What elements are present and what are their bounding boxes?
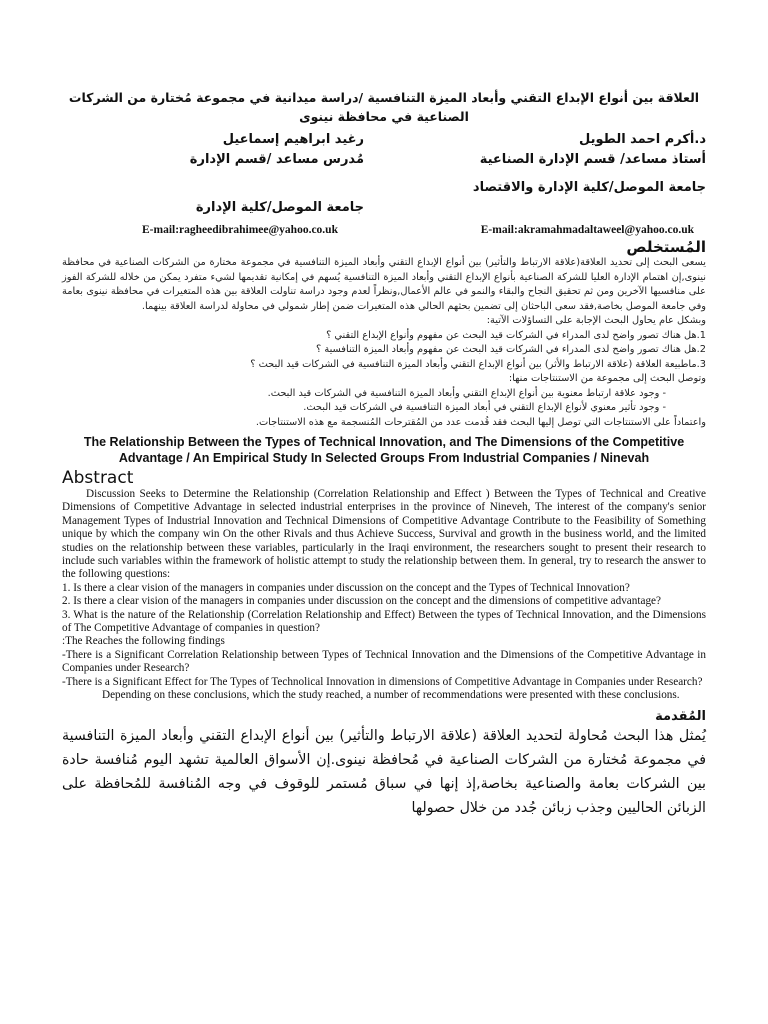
author-2-position: مُدرس مساعد /قسم الإدارة xyxy=(189,152,364,167)
author-2-email: E-mail:ragheedibrahimee@yahoo.co.uk xyxy=(142,224,338,236)
author-1 xyxy=(404,130,706,218)
arabic-findings-intro: وتوصل البحث إلى مجموعة من الاستنتاجات منها: xyxy=(508,373,706,384)
english-title: The Relationship Between the Types of Technical Innovation, and The Dimensions of the Competitive Advantage / An Empirical Study In Selected Groups From Industrial Companies / Ninevah xyxy=(83,435,685,465)
arabic-questions-list xyxy=(62,329,706,373)
arabic-question: 3.ماطبيعة العلاقة (علاقة الارتباط والأثر) بين أنواع الإبداع التقني وأبعاد الميزة التنافسية في الشركات قيد البحث ؟ xyxy=(250,358,706,370)
authors-block xyxy=(62,130,706,218)
arabic-abstract-paragraph: يسعى البحث إلى تحديد العلاقة(علاقة الارتباط والتأثير) بين أنواع الإبداع التقني وأبعاد الميزة التنافسية في مجموعة مختارة من الشركات الصناعية في محافظة نينوى,إن اهتمام الإدارة العليا للشركة الصناعية بأنواع الإبداع التقني وأبعاد الميزة التنافسية يُسهم في إمكانية تقديمها لشيء متفرد يمكن من خلاله للشركة الفوز على منافسيها الآخرين ومن ثم تحقيق النجاح والبقاء والنمو في عالم الأعمال,ونظراً لعدم وجود دراسة تناولت العلاقة بين هذه المتغيرات في محافظة نينوى بعامة وفي جامعة الموصل بخاصة,فقد سعى الباحثان إلى تضمين بحثهم الحالي هذه المتغيرات ضمن إطار شمولي في محاولة لدراسة العلاقة بينهما. xyxy=(62,257,706,312)
author-1-email: E-mail:akramahmadaltaweel@yahoo.co.uk xyxy=(480,224,694,236)
arabic-questions-intro: وبشكل عام يحاول البحث الإجابة على التساؤلات الآتية: xyxy=(486,315,706,326)
english-closing: Depending on these conclusions, which the study reached, a number of recommendations were presented with these conclusions. xyxy=(102,689,680,702)
english-finding: -There is a Significant Correlation Relationship between Types of Technical Innovation and the Dimensions of the Competitive Advantage in Companies under Research? xyxy=(62,648,706,675)
author-2 xyxy=(62,130,404,218)
english-question: 2. Is there a clear vision of the managers in companies under discussion on the concept and the dimensions of competitive advantage? xyxy=(62,595,661,608)
english-abstract-heading: Abstract xyxy=(62,468,134,488)
arabic-finding: - وجود علاقة ارتباط معنوية بين أنواع الإبداع التقني وأبعاد الميزة التنافسية في الشركات قيد البحث. xyxy=(267,387,666,399)
english-question: 3. What is the nature of the Relationship (Correlation Relationship and Effect) Between the types of Technical Innovation, and the Dimensions of The Competitive Advantage of companies in question? xyxy=(62,608,706,635)
arabic-intro-heading: المُقدمة xyxy=(655,708,706,724)
author-2-name: رغيد ابراهيم إسماعيل xyxy=(222,132,364,147)
arabic-question: 2.هل هناك تصور واضح لدى المدراء في الشركات قيد البحث عن مفهوم وأبعاد الميزة التنافسية ؟ xyxy=(316,344,706,355)
english-abstract-paragraph: Discussion Seeks to Determine the Relationship (Correlation Relationship and Effect ) Between the Types of Technical and Creative Dimensions of Competitive Advantage in selected industrial enterprises in the province of Nineveh, The interest of the company's senior Management Types of Industrial Innovation and Technical Dimensions of Competitive Advantage Contribute to the Feasibility of Something unique by which the company win On the other Rivals and thus Achieve Success, Survival and growth in the business world, and the limited studies on the relationship between these variables, particularly in the Iraqi environment, the researchers sought to present their research to include such variables within the framework of holistic attempt to study the relationship between them. In general, try to research the answer to the following questions: xyxy=(62,488,706,581)
arabic-finding: - وجود تأثير معنوي لأنواع الإبداع التقني في أبعاد الميزة التنافسية في الشركات قيد البحث. xyxy=(303,402,666,413)
english-finding: -There is a Significant Effect for The Types of Technolical Innovation in dimensions of Competitive Advantage in Companies under Research? xyxy=(62,675,703,688)
author-1-name: د.أكرم احمد الطويل xyxy=(579,132,706,147)
arabic-findings-list xyxy=(62,387,706,416)
english-question: 1. Is there a clear vision of the managers in companies under discussion on the concept and the Types of Technical Innovation? xyxy=(62,581,630,594)
arabic-title: العلاقة بين أنواع الإبداع التقني وأبعاد الميزة التنافسية /دراسة ميدانية في مجموعة مُختارة من الشركات الصناعية في محافظة نينوى xyxy=(68,90,700,124)
arabic-question: 1.هل هناك تصور واضح لدى المدراء في الشركات قيد البحث عن مفهوم وأنواع الإبداع التقني ؟ xyxy=(326,329,706,341)
emails-row xyxy=(62,224,706,236)
english-findings-intro: :The Reaches the following findings xyxy=(62,635,225,648)
author-1-position: أستاذ مساعد/ قسم الإدارة الصناعية xyxy=(479,152,706,167)
arabic-closing: واعتماداً على الاستنتاجات التي توصل إليها البحث فقد قُدمت عدد من المُقترحات المُنسجمة مع هذه الاستنتاجات. xyxy=(255,416,706,428)
arabic-abstract-heading: المُستخلص xyxy=(626,238,706,256)
arabic-intro-paragraph: يُمثل هذا البحث مُحاولة لتحديد العلاقة (علاقة الارتباط والتأثير) بين أنواع الإبداع التقني وأبعاد الميزة التنافسية في مجموعة مُختارة من الشركات الصناعية في مُحافظة نينوى.إن الأسواق العالمية تشهد اليوم مُنافسة حادة بين الشركات بعامة والصناعية بخاصة,إذ إنها في سباق مُستمر للوقوف في وجه المُنافسة للمُحافظة على الزبائن الحاليين وجذب زبائن جُدد من خلال حصولها xyxy=(62,727,706,816)
author-1-affiliation: جامعة الموصل/كلية الإدارة والاقتصاد xyxy=(472,180,706,195)
author-2-affiliation: جامعة الموصل/كلية الإدارة xyxy=(195,200,364,215)
